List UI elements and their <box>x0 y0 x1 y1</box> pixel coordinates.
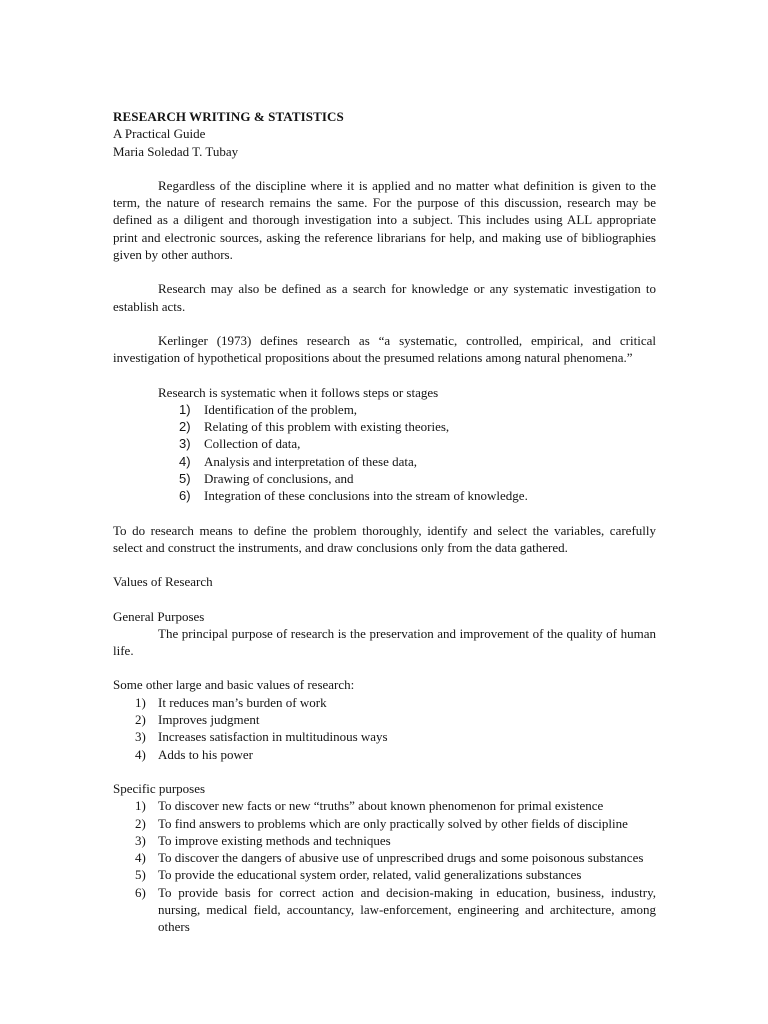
list-number: 3) <box>135 832 146 848</box>
list-number: 2) <box>135 815 146 831</box>
list-item <box>135 694 656 711</box>
list-number: 1) <box>179 401 191 417</box>
list-item <box>179 453 656 470</box>
section-heading-values: Values of Research <box>113 574 213 590</box>
spacer <box>113 659 656 676</box>
paragraph-definition: Regardless of the discipline where it is applied and no matter what definition is given to the term, the nature of research remains the same. For the purpose of this discussion, research may be defined as a diligent and thorough investigation into a subject. This includes using ALL appropriate print and electronic sources, asking the reference librarians for help, and making use of bibliographies given by other authors. <box>113 177 656 263</box>
list-number: 4) <box>135 746 146 762</box>
spacer <box>113 763 656 780</box>
list-text: Relating of this problem with existing theories, <box>204 419 450 435</box>
list-item <box>179 470 656 487</box>
list-text: To improve existing methods and techniques <box>158 832 391 848</box>
list-number: 5) <box>135 867 146 883</box>
list-number: 4) <box>135 850 146 866</box>
list-number: 1) <box>135 694 146 710</box>
list-item <box>179 401 656 418</box>
list-text: To find answers to problems which are only practically solved by other fields of discipline <box>158 815 628 831</box>
document-subtitle: A Practical Guide <box>113 126 206 142</box>
document-author: Maria Soledad T. Tubay <box>113 143 239 159</box>
list-text: Identification of the problem, <box>204 401 358 417</box>
list-item <box>135 728 656 745</box>
steps-list <box>113 401 656 505</box>
list-number: 2) <box>135 712 146 728</box>
list-text: To discover new facts or new “truths” about known phenomenon for primal existence <box>158 798 604 814</box>
list-number: 6) <box>135 884 146 900</box>
list-item <box>135 849 656 866</box>
spacer <box>113 160 656 177</box>
list-item <box>135 711 656 728</box>
document-title: RESEARCH WRITING & STATISTICS <box>113 109 344 124</box>
other-values-intro: Some other large and basic values of research: <box>113 677 355 693</box>
list-text: It reduces man’s burden of work <box>158 694 327 710</box>
list-item <box>179 435 656 452</box>
paragraph-search-knowledge: Research may also be defined as a search for knowledge or any systematic investigation to establish acts. <box>113 281 656 314</box>
list-item <box>135 797 656 814</box>
list-text: Increases satisfaction in multitudinous ways <box>158 729 388 745</box>
list-number: 5) <box>179 471 191 487</box>
list-text: Collection of data, <box>204 436 301 452</box>
steps-intro: Research is systematic when it follows steps or stages <box>158 384 439 400</box>
list-number: 3) <box>179 436 191 452</box>
spacer <box>113 367 656 384</box>
paragraph-do-research: To do research means to define the problem thoroughly, identify and select the variables, carefully select and construct the instruments, and draw conclusions only from the data gathered. <box>113 522 656 555</box>
list-text: To discover the dangers of abusive use of unprescribed drugs and some poisonous substances <box>158 850 644 866</box>
list-number: 6) <box>179 488 191 504</box>
spacer <box>113 505 656 522</box>
specific-purposes-list <box>113 797 656 935</box>
list-item <box>135 832 656 849</box>
list-number: 3) <box>135 729 146 745</box>
paragraph-kerlinger: Kerlinger (1973) defines research as “a systematic, controlled, empirical, and critical investigation of hypothetical propositions about the presumed relations among natural phenomena.” <box>113 332 656 366</box>
list-item <box>135 884 656 936</box>
list-text: Adds to his power <box>158 746 253 762</box>
spacer <box>113 556 656 573</box>
list-text: To provide the educational system order, related, valid generalizations substances <box>158 867 582 883</box>
other-values-list <box>113 694 656 763</box>
list-number: 4) <box>179 453 191 469</box>
list-item <box>135 746 656 763</box>
list-item <box>135 815 656 832</box>
subheading-general-purposes: General Purposes <box>113 608 205 624</box>
spacer <box>113 591 656 608</box>
list-text: Improves judgment <box>158 712 260 728</box>
list-item <box>179 487 656 504</box>
spacer <box>113 315 656 332</box>
document-page <box>113 108 656 936</box>
list-item <box>135 866 656 883</box>
list-text: Integration of these conclusions into the stream of knowledge. <box>204 488 528 504</box>
spacer <box>113 263 656 280</box>
list-text: Drawing of conclusions, and <box>204 471 354 487</box>
list-number: 1) <box>135 798 146 814</box>
subheading-specific-purposes: Specific purposes <box>113 780 206 796</box>
list-item <box>179 418 656 435</box>
paragraph-general-purpose: The principal purpose of research is the preservation and improvement of the quality of human life. <box>113 625 656 659</box>
list-text: To provide basis for correct action and decision-making in education, business, industry, nursing, medical field, accountancy, law-enforcement, engineering and architecture, among others <box>158 884 656 935</box>
list-number: 2) <box>179 419 191 435</box>
list-text: Analysis and interpretation of these data, <box>204 453 417 469</box>
